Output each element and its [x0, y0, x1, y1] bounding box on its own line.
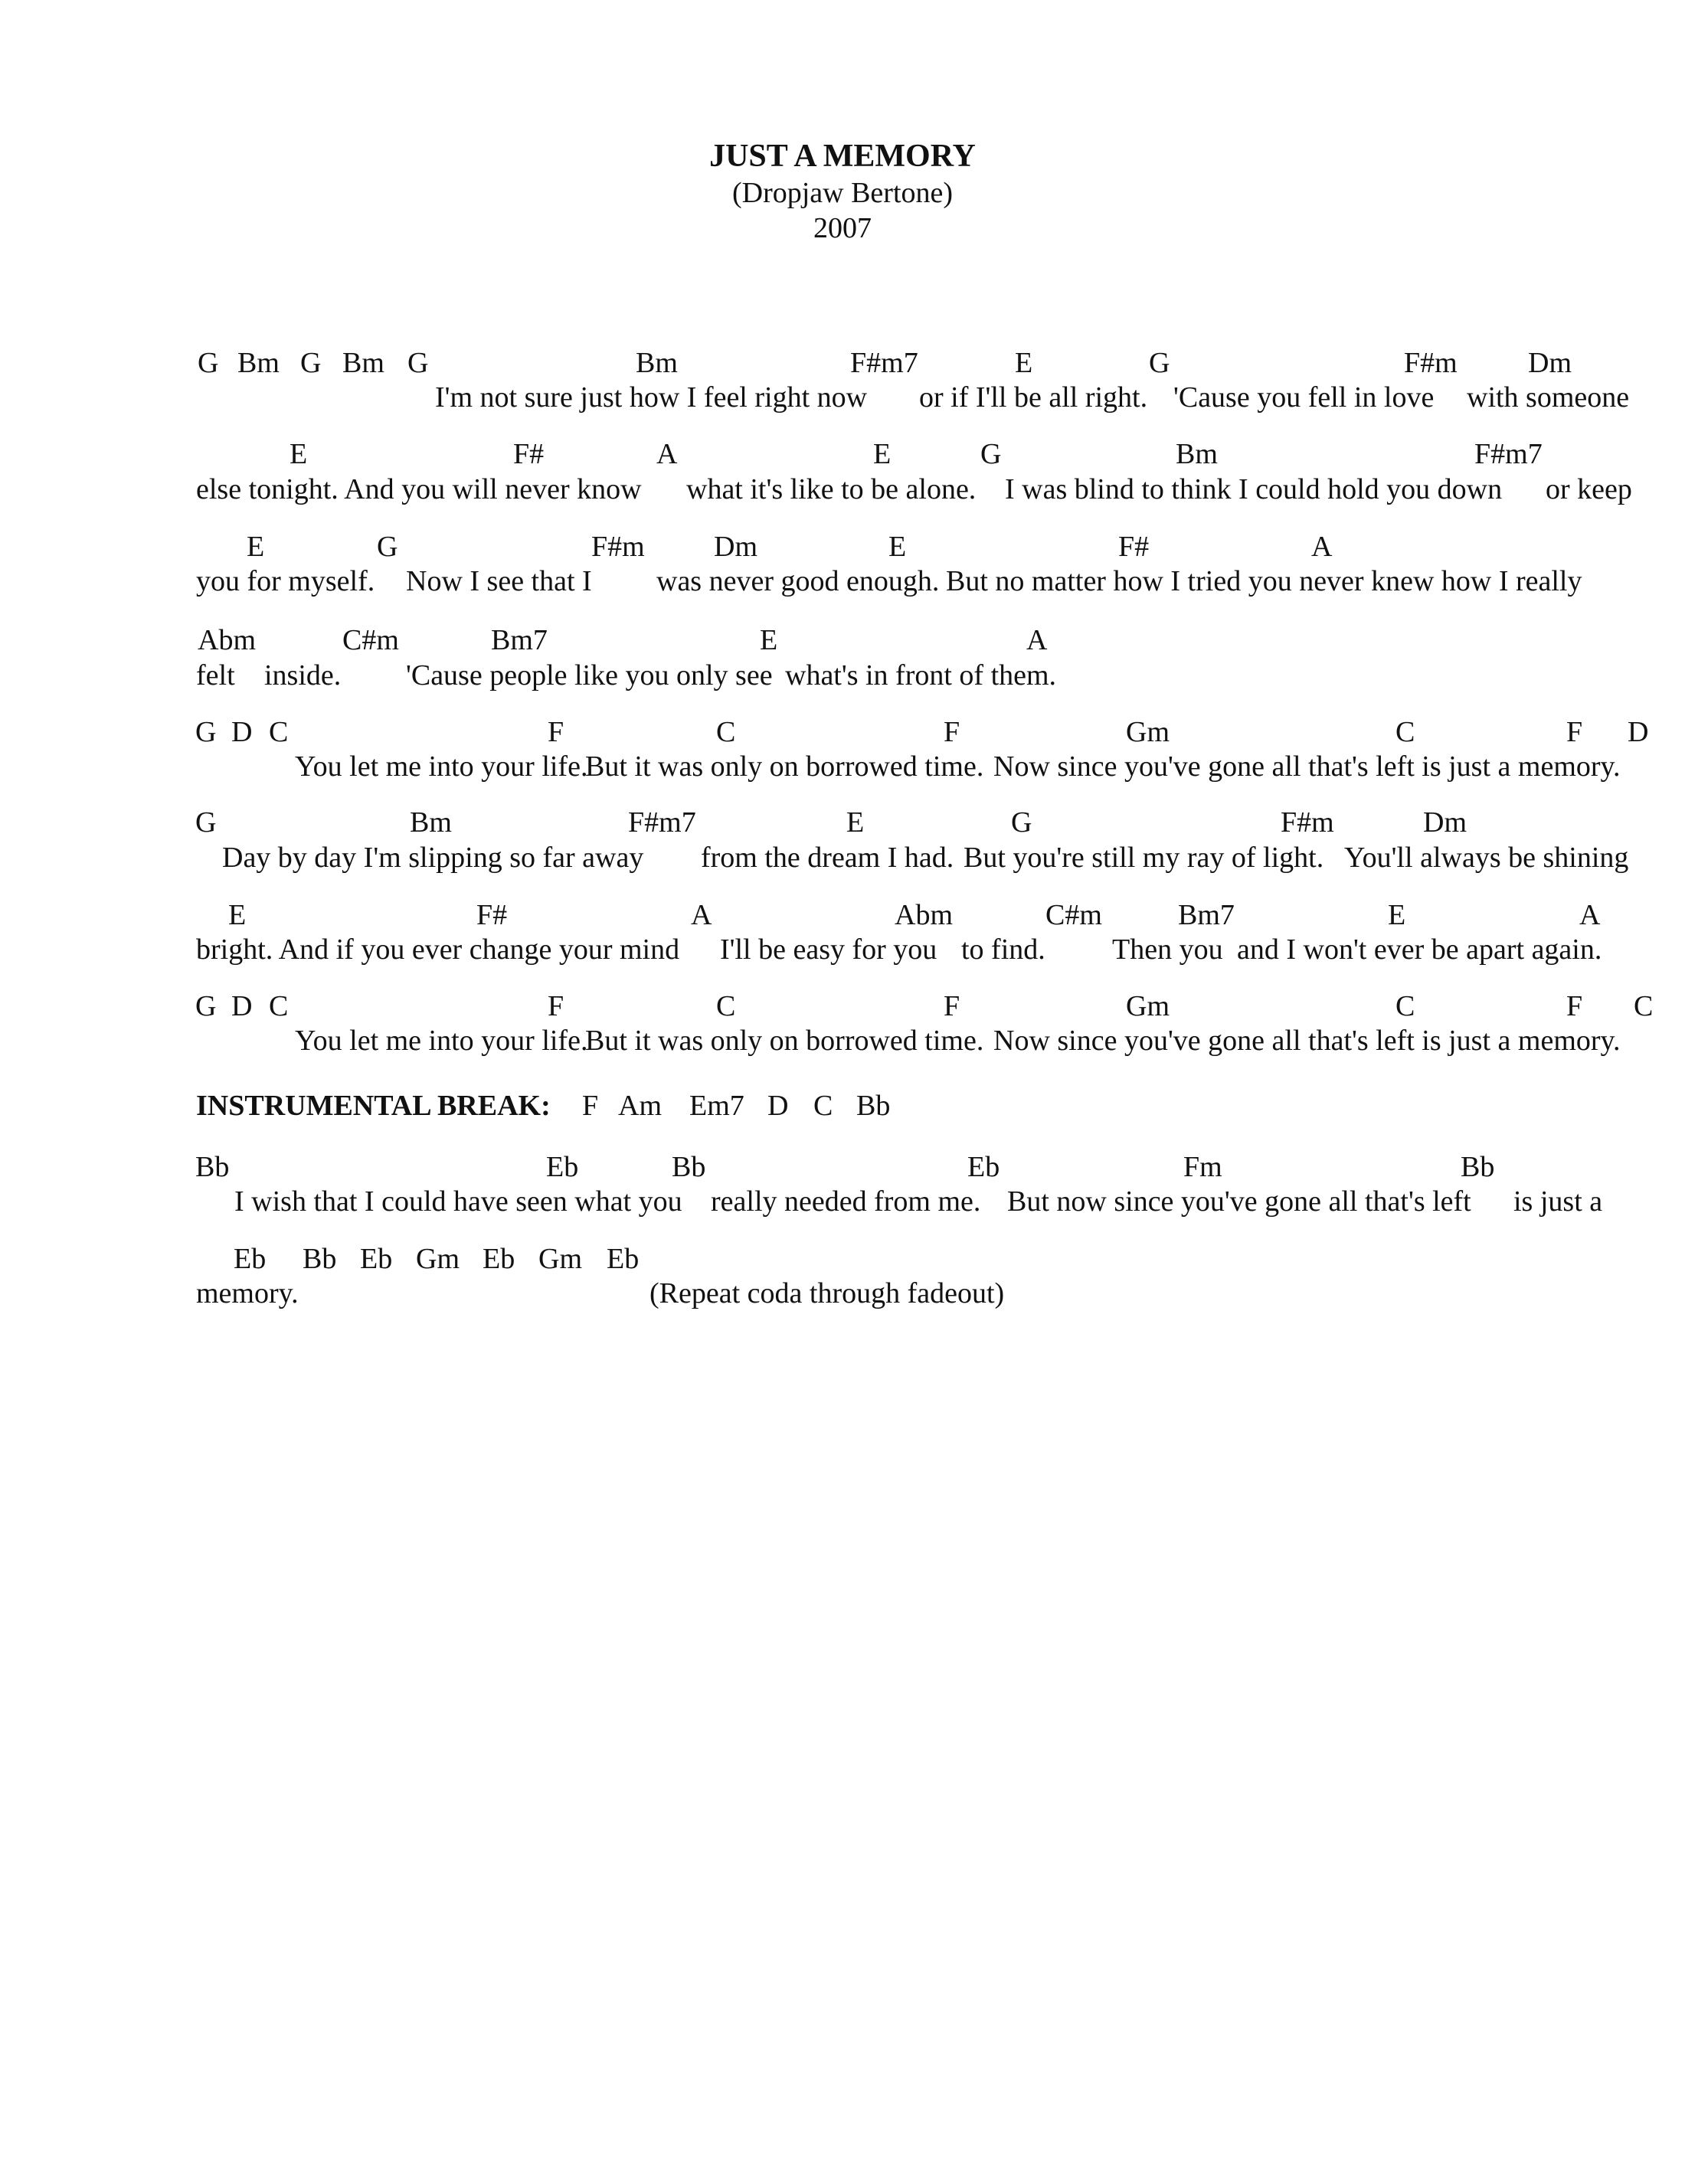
chord-label: G — [377, 531, 398, 563]
song-title: JUST A MEMORY — [709, 139, 976, 174]
chord-label: Bb — [195, 1151, 230, 1183]
chord-label: E — [290, 438, 308, 470]
chord-label: A — [1026, 624, 1048, 656]
lyric-segment: But you're still my ray of light. — [964, 842, 1324, 874]
chord-label: Eb — [234, 1243, 267, 1275]
chord-label: F — [944, 716, 960, 748]
chord-label: F — [944, 990, 960, 1022]
lyric-segment: what's in front of them. — [785, 659, 1057, 691]
lyric-segment: You'll always be shining — [1344, 842, 1629, 874]
lyric-segment: felt — [196, 659, 235, 691]
chord-label: F — [548, 716, 564, 748]
chord-label: F#m — [1281, 806, 1334, 839]
chord-label: F#m — [1404, 347, 1458, 379]
lyric-segment: memory. — [196, 1277, 299, 1309]
lyric-segment: Now since you've gone all that's left is just a memory. — [993, 1025, 1621, 1057]
lyric-segment: You let me into your life. — [295, 1025, 588, 1057]
chord-label: F# — [476, 899, 508, 931]
chord-label: G — [195, 716, 217, 748]
chord-label: Dm — [1528, 347, 1572, 379]
chord-label: D — [1628, 716, 1649, 748]
lyric-segment: you for myself. — [196, 565, 375, 597]
chord-label: Eb — [546, 1151, 579, 1183]
chord-label: G — [195, 806, 217, 839]
song-year: 2007 — [813, 212, 872, 244]
chord-label: Bb — [1461, 1151, 1495, 1183]
chord-label: F — [548, 990, 564, 1022]
lyric-segment: (Repeat coda through fadeout) — [649, 1277, 1005, 1309]
chord-label: Em7 — [689, 1090, 744, 1122]
chord-label: F# — [1118, 531, 1150, 563]
chord-label: Bm7 — [1178, 899, 1235, 931]
chord-label: C — [269, 990, 289, 1022]
chord-label: Gm — [416, 1243, 460, 1275]
chord-label: D — [767, 1090, 789, 1122]
lyric-segment: But it was only on borrowed time. — [585, 1025, 984, 1057]
lyric-segment: with someone — [1467, 381, 1630, 414]
chord-label: Dm — [714, 531, 757, 563]
chord-label: E — [873, 438, 892, 470]
chord-label: Bb — [303, 1243, 337, 1275]
chord-label: E — [888, 531, 907, 563]
chord-label: G — [407, 347, 429, 379]
lyric-segment: or keep — [1546, 473, 1632, 505]
song-artist: (Dropjaw Bertone) — [731, 177, 954, 209]
chord-label: D — [231, 990, 253, 1022]
chord-label: A — [1579, 899, 1601, 931]
chord-label: Dm — [1423, 806, 1467, 839]
lyric-segment: bright. And if you ever change your mind — [196, 933, 680, 966]
chord-label: Bm — [237, 347, 280, 379]
chord-label: F#m — [591, 531, 645, 563]
lyric-segment: I'll be easy for you — [720, 933, 937, 966]
chord-label: G — [300, 347, 322, 379]
lyric-segment: really needed from me. — [711, 1185, 981, 1218]
chord-label: Bb — [672, 1151, 706, 1183]
chord-label: Abm — [198, 624, 256, 656]
lyric-segment: 'Cause people like you only see — [406, 659, 773, 691]
lyric-segment: is just a — [1513, 1185, 1603, 1218]
chord-label: C#m — [342, 624, 399, 656]
lyric-segment: Then you — [1112, 933, 1223, 966]
chord-label: G — [1011, 806, 1032, 839]
chord-label: E — [228, 899, 247, 931]
chord-label: A — [656, 438, 678, 470]
chord-label: C — [716, 990, 736, 1022]
chord-label: Gm — [538, 1243, 582, 1275]
lyric-segment: or if I'll be all right. — [919, 381, 1148, 414]
chord-label: F — [582, 1090, 599, 1122]
chord-label: E — [760, 624, 778, 656]
lyric-segment: Now since you've gone all that's left is just a memory. — [993, 750, 1621, 783]
chord-label: Bm — [342, 347, 384, 379]
chord-label: E — [1388, 899, 1406, 931]
lyric-segment: I was blind to think I could hold you down — [1005, 473, 1503, 505]
lyric-segment: But it was only on borrowed time. — [585, 750, 984, 783]
chord-label: E — [846, 806, 865, 839]
chord-label: F — [1566, 716, 1583, 748]
chord-label: Am — [618, 1090, 662, 1122]
chord-label: F — [1566, 990, 1583, 1022]
chord-label: C — [1395, 990, 1415, 1022]
lyric-segment: what it's like to be alone. — [686, 473, 977, 505]
chord-label: A — [691, 899, 712, 931]
lyric-segment: else tonight. And you will never know — [196, 473, 642, 505]
lyric-segment: inside. — [264, 659, 342, 691]
lyric-segment: But no matter how I tried you never knew how I really — [946, 565, 1582, 597]
chord-label: Eb — [607, 1243, 640, 1275]
lyric-segment: from the dream I had. — [701, 842, 954, 874]
chord-label: Gm — [1126, 990, 1170, 1022]
chord-label: A — [1311, 531, 1333, 563]
lyric-segment: But now since you've gone all that's left — [1007, 1185, 1471, 1218]
chord-label: E — [247, 531, 265, 563]
chord-label: D — [231, 716, 253, 748]
lyric-segment: You let me into your life. — [295, 750, 588, 783]
lyric-segment: Day by day I'm slipping so far away — [222, 842, 644, 874]
chord-label: G — [1149, 347, 1170, 379]
lyric-segment: to find. — [961, 933, 1045, 966]
chord-label: C — [813, 1090, 833, 1122]
lyric-segment: was never good enough. — [656, 565, 940, 597]
chord-label: Bm — [1176, 438, 1218, 470]
chord-label: F#m7 — [850, 347, 918, 379]
chord-label: C#m — [1045, 899, 1102, 931]
chord-label: C — [269, 716, 289, 748]
chord-label: G — [980, 438, 1002, 470]
chord-label: G — [198, 347, 219, 379]
chord-label: Bm — [410, 806, 452, 839]
chord-label: Gm — [1126, 716, 1170, 748]
chord-label: Eb — [360, 1243, 393, 1275]
chord-label: Bb — [856, 1090, 891, 1122]
chord-label: Bm — [636, 347, 678, 379]
chord-label: E — [1015, 347, 1033, 379]
chord-label: Eb — [967, 1151, 1000, 1183]
chord-label: C — [1634, 990, 1654, 1022]
chord-label: Eb — [483, 1243, 515, 1275]
lyric-segment: I'm not sure just how I feel right now — [435, 381, 868, 414]
lyric-segment: 'Cause you fell in love — [1173, 381, 1435, 414]
lyric-segment: and I won't ever be apart again. — [1237, 933, 1602, 966]
chord-label: F#m7 — [1474, 438, 1543, 470]
chord-label: F# — [513, 438, 545, 470]
section-heading: INSTRUMENTAL BREAK: — [196, 1090, 551, 1122]
chord-label: Bm7 — [491, 624, 548, 656]
chord-label: C — [716, 716, 736, 748]
chord-label: Fm — [1183, 1151, 1222, 1183]
chord-label: Abm — [895, 899, 953, 931]
lyric-segment: Now I see that I — [406, 565, 592, 597]
chord-label: C — [1395, 716, 1415, 748]
chord-label: F#m7 — [628, 806, 696, 839]
chord-label: G — [195, 990, 217, 1022]
lyric-segment: I wish that I could have seen what you — [234, 1185, 682, 1218]
